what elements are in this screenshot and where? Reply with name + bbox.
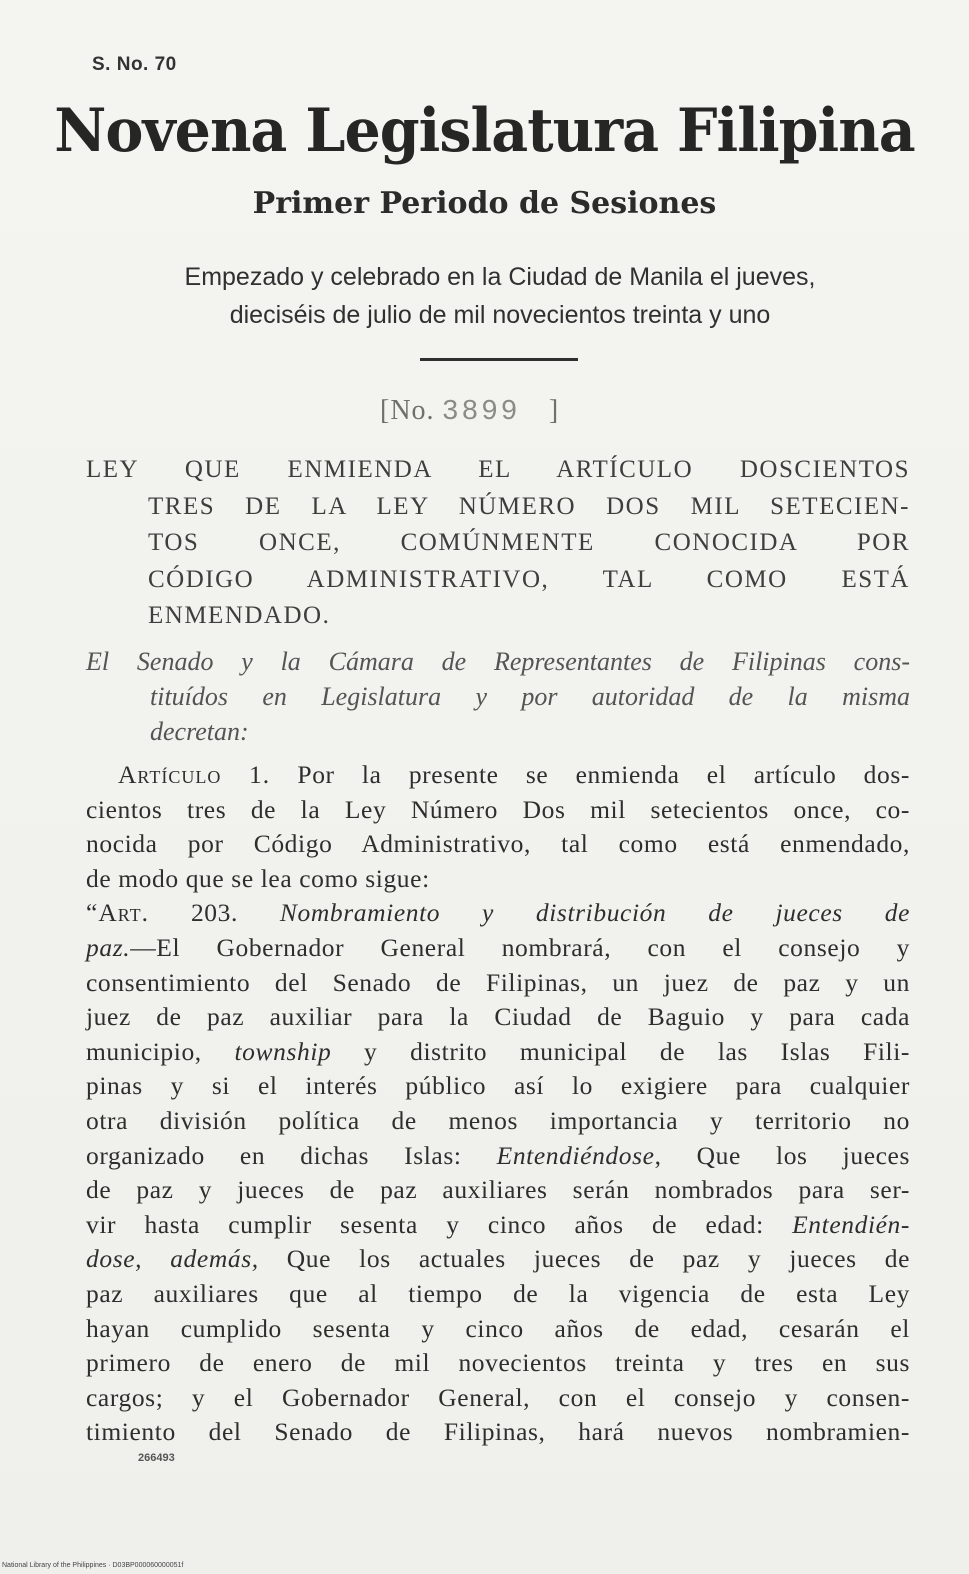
proviso-term: dose, además, bbox=[86, 1244, 259, 1274]
body-line: pinas y si el interés público así lo exigiere para cualquier bbox=[86, 1071, 910, 1101]
title-line: ENMENDADO. bbox=[148, 602, 331, 629]
article-number: 203. bbox=[149, 898, 280, 928]
body-line: primero de enero de mil novecientos treinta y tres en sus bbox=[86, 1348, 910, 1378]
preamble-line: Empezado y celebrado en la Ciudad de Manila el jueves, bbox=[184, 263, 816, 291]
body-line: de modo que se lea como sigue: bbox=[86, 863, 430, 893]
body-line bbox=[86, 1208, 910, 1243]
enacting-clause bbox=[86, 644, 910, 749]
body-text: Que los actuales jueces de paz y jueces de bbox=[258, 1244, 911, 1274]
enacting-line: tituídos en Legislatura y por autoridad de la misma bbox=[150, 682, 910, 711]
enacting-line: El Senado y la Cámara de Representantes de Filipinas cons- bbox=[86, 647, 910, 676]
body-text: organizado en dichas Islas: bbox=[86, 1140, 497, 1170]
act-number-prefix: [No. bbox=[380, 395, 435, 426]
proviso-term: Entendién- bbox=[792, 1209, 910, 1239]
article-heading: Nombramiento y distribución de jueces de bbox=[279, 898, 910, 928]
body-text: y distrito municipal de las Islas Fili- bbox=[331, 1036, 910, 1066]
body-line: de paz y jueces de paz auxiliares serán nombrados para ser- bbox=[86, 1175, 910, 1205]
scan-credit: National Library of the Philippines · D03BP000060000051f bbox=[2, 1562, 184, 1569]
session-preamble bbox=[110, 258, 890, 334]
title-line: TOS ONCE, COMÚNMENTE CONOCIDA POR bbox=[148, 529, 910, 556]
body-line: otra división política de menos importancia y territorio no bbox=[86, 1105, 910, 1135]
body-text: , Que los jueces bbox=[654, 1140, 910, 1170]
enacting-line: decretan: bbox=[150, 717, 249, 746]
body-line: nocida por Código Administrativo, tal como está enmendado, bbox=[86, 829, 910, 859]
body-line bbox=[86, 1035, 910, 1070]
body-line: timiento del Senado de Filipinas, hará nuevos nombramien- bbox=[86, 1417, 910, 1447]
body-text: Por la presente se enmienda el artículo dos- bbox=[270, 760, 910, 789]
act-number-suffix: ] bbox=[548, 395, 560, 426]
body-line bbox=[86, 931, 910, 966]
body-text: —El Gobernador General nombrará, con el consejo y bbox=[130, 932, 910, 962]
body-line bbox=[86, 758, 910, 793]
township-term: township bbox=[234, 1036, 332, 1066]
article-heading-end: paz. bbox=[86, 932, 131, 962]
legislature-title: Novena Legislatura Filipina bbox=[54, 96, 915, 166]
body-line bbox=[86, 896, 910, 931]
section-label: Artículo 1. bbox=[118, 760, 271, 789]
title-line: TRES DE LA LEY NÚMERO DOS MIL SETECIEN- bbox=[148, 492, 910, 520]
body-line: hayan cumplido sesenta y cinco años de edad, cesarán el bbox=[86, 1313, 910, 1343]
body-text: municipio, bbox=[86, 1036, 235, 1066]
act-number bbox=[380, 394, 559, 427]
body-line: cientos tres de la Ley Número Dos mil setecientos once, co- bbox=[86, 794, 910, 824]
title-line: LEY QUE ENMIENDA EL ARTÍCULO DOSCIENTOS bbox=[86, 456, 910, 483]
body-line bbox=[86, 1242, 910, 1277]
bill-number: S. No. 70 bbox=[92, 54, 177, 75]
preamble-line: dieciséis de julio de mil novecientos treinta y uno bbox=[229, 301, 771, 329]
body-line bbox=[86, 1139, 910, 1174]
print-code: 266493 bbox=[138, 1452, 175, 1464]
title-line: CÓDIGO ADMINISTRATIVO, TAL COMO ESTÁ bbox=[148, 565, 910, 593]
act-body bbox=[86, 758, 910, 1450]
body-text: vir hasta cumplir sesenta y cinco años de edad: bbox=[86, 1209, 793, 1239]
body-line: cargos; y el Gobernador General, con el consejo y consen- bbox=[86, 1382, 910, 1412]
body-line: juez de paz auxiliar para la Ciudad de Baguio y para cada bbox=[86, 1002, 910, 1032]
proviso-term: Entendiéndose bbox=[496, 1140, 655, 1170]
session-title: Primer Periodo de Sesiones bbox=[252, 186, 717, 221]
body-line: paz auxiliares que al tiempo de la vigencia de esta Ley bbox=[86, 1278, 910, 1308]
act-number-value: 3899 bbox=[442, 394, 521, 425]
law-title bbox=[86, 452, 910, 635]
body-line: consentimiento del Senado de Filipinas, un juez de paz y un bbox=[86, 967, 910, 997]
divider-rule bbox=[420, 358, 578, 361]
article-label: “Art. bbox=[86, 898, 150, 928]
